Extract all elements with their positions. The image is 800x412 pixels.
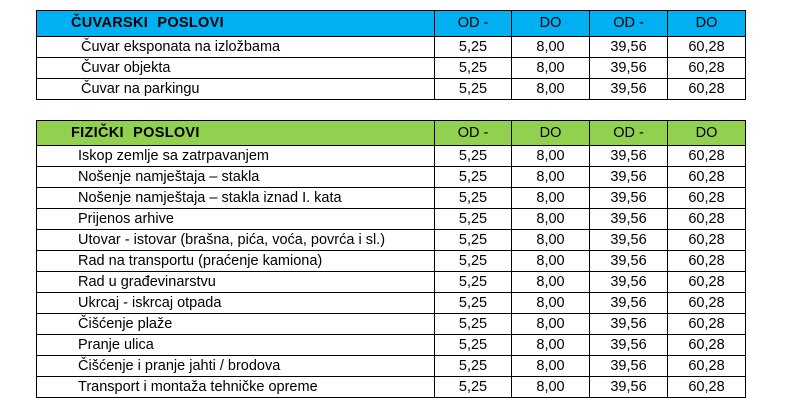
column-header-do: DO — [668, 11, 746, 37]
value-do-1-cell: 8,00 — [512, 188, 590, 209]
value-od-2-cell: 39,56 — [590, 58, 668, 79]
value-do-2-cell: 60,28 — [668, 356, 746, 377]
table-row — [37, 37, 746, 58]
job-name-cell: Rad na transportu (praćenje kamiona) — [37, 251, 435, 272]
value-do-1-cell: 8,00 — [512, 377, 590, 398]
job-name-cell: Čišćenje i pranje jahti / brodova — [37, 356, 435, 377]
value-od-2-cell: 39,56 — [590, 37, 668, 58]
table-row — [37, 146, 746, 167]
value-do-1-cell: 8,00 — [512, 314, 590, 335]
value-do-2-cell: 60,28 — [668, 293, 746, 314]
table-row — [37, 79, 746, 100]
value-do-2-cell: 60,28 — [668, 251, 746, 272]
value-do-2-cell: 60,28 — [668, 188, 746, 209]
value-od-2-cell: 39,56 — [590, 251, 668, 272]
value-do-2-cell: 60,28 — [668, 230, 746, 251]
job-name-cell: Iskop zemlje sa zatrpavanjem — [37, 146, 435, 167]
value-od-2-cell: 39,56 — [590, 272, 668, 293]
value-do-2-cell: 60,28 — [668, 314, 746, 335]
value-od-2-cell: 39,56 — [590, 335, 668, 356]
value-od-1-cell: 5,25 — [435, 272, 512, 293]
value-od-1-cell: 5,25 — [435, 293, 512, 314]
value-do-1-cell: 8,00 — [512, 209, 590, 230]
table-row — [37, 167, 746, 188]
value-od-1-cell: 5,25 — [435, 335, 512, 356]
value-od-1-cell: 5,25 — [435, 79, 512, 100]
value-do-2-cell: 60,28 — [668, 272, 746, 293]
value-od-2-cell: 39,56 — [590, 314, 668, 335]
guard-jobs-header-row — [37, 11, 746, 37]
value-do-2-cell: 60,28 — [668, 79, 746, 100]
value-od-1-cell: 5,25 — [435, 230, 512, 251]
column-header-od: OD - — [435, 11, 512, 37]
value-do-1-cell: 8,00 — [512, 167, 590, 188]
physical-jobs-table — [36, 120, 746, 398]
value-do-1-cell: 8,00 — [512, 293, 590, 314]
guard-jobs-table — [36, 10, 746, 100]
table-row — [37, 188, 746, 209]
value-do-1-cell: 8,00 — [512, 146, 590, 167]
physical-jobs-header-row — [37, 121, 746, 146]
section-title: FIZIČKI POSLOVI — [37, 121, 435, 146]
value-od-1-cell: 5,25 — [435, 314, 512, 335]
value-do-2-cell: 60,28 — [668, 58, 746, 79]
value-od-2-cell: 39,56 — [590, 293, 668, 314]
table-row — [37, 272, 746, 293]
table-row — [37, 230, 746, 251]
value-od-1-cell: 5,25 — [435, 58, 512, 79]
job-name-cell: Transport i montaža tehničke opreme — [37, 377, 435, 398]
value-do-2-cell: 60,28 — [668, 37, 746, 58]
job-name-cell: Pranje ulica — [37, 335, 435, 356]
job-name-cell: Rad u građevinarstvu — [37, 272, 435, 293]
value-do-1-cell: 8,00 — [512, 79, 590, 100]
job-name-cell: Nošenje namještaja – stakla iznad I. kata — [37, 188, 435, 209]
job-name-cell: Prijenos arhive — [37, 209, 435, 230]
job-name-cell: Čuvar na parkingu — [37, 79, 435, 100]
column-header-od: OD - — [435, 121, 512, 146]
value-do-1-cell: 8,00 — [512, 251, 590, 272]
value-od-1-cell: 5,25 — [435, 37, 512, 58]
column-header-do: DO — [668, 121, 746, 146]
value-od-2-cell: 39,56 — [590, 146, 668, 167]
value-od-1-cell: 5,25 — [435, 251, 512, 272]
column-header-do: DO — [512, 121, 590, 146]
value-do-1-cell: 8,00 — [512, 230, 590, 251]
column-header-do: DO — [512, 11, 590, 37]
table-row — [37, 58, 746, 79]
value-do-2-cell: 60,28 — [668, 335, 746, 356]
value-do-2-cell: 60,28 — [668, 209, 746, 230]
job-name-cell: Čuvar objekta — [37, 58, 435, 79]
table-row — [37, 251, 746, 272]
column-header-od: OD - — [590, 121, 668, 146]
value-od-2-cell: 39,56 — [590, 188, 668, 209]
value-od-2-cell: 39,56 — [590, 79, 668, 100]
table-row — [37, 377, 746, 398]
value-do-1-cell: 8,00 — [512, 37, 590, 58]
table-row — [37, 356, 746, 377]
value-od-1-cell: 5,25 — [435, 377, 512, 398]
job-name-cell: Nošenje namještaja – stakla — [37, 167, 435, 188]
section-title: ČUVARSKI POSLOVI — [37, 11, 435, 37]
job-name-cell: Utovar - istovar (brašna, pića, voća, povrća i sl.) — [37, 230, 435, 251]
value-od-1-cell: 5,25 — [435, 146, 512, 167]
value-od-1-cell: 5,25 — [435, 188, 512, 209]
table-row — [37, 209, 746, 230]
value-od-1-cell: 5,25 — [435, 356, 512, 377]
table-row — [37, 314, 746, 335]
table-row — [37, 335, 746, 356]
column-header-od: OD - — [590, 11, 668, 37]
value-od-2-cell: 39,56 — [590, 167, 668, 188]
guard-jobs-body — [37, 11, 746, 100]
value-od-2-cell: 39,56 — [590, 377, 668, 398]
job-name-cell: Ukrcaj - iskrcaj otpada — [37, 293, 435, 314]
value-od-1-cell: 5,25 — [435, 209, 512, 230]
value-do-2-cell: 60,28 — [668, 167, 746, 188]
physical-jobs-body — [37, 121, 746, 398]
value-do-1-cell: 8,00 — [512, 272, 590, 293]
value-do-2-cell: 60,28 — [668, 146, 746, 167]
table-row — [37, 293, 746, 314]
value-od-2-cell: 39,56 — [590, 230, 668, 251]
value-do-1-cell: 8,00 — [512, 335, 590, 356]
job-name-cell: Čuvar eksponata na izložbama — [37, 37, 435, 58]
value-do-1-cell: 8,00 — [512, 356, 590, 377]
value-do-2-cell: 60,28 — [668, 377, 746, 398]
value-od-2-cell: 39,56 — [590, 356, 668, 377]
job-name-cell: Čišćenje plaže — [37, 314, 435, 335]
value-od-1-cell: 5,25 — [435, 167, 512, 188]
value-od-2-cell: 39,56 — [590, 209, 668, 230]
value-do-1-cell: 8,00 — [512, 58, 590, 79]
